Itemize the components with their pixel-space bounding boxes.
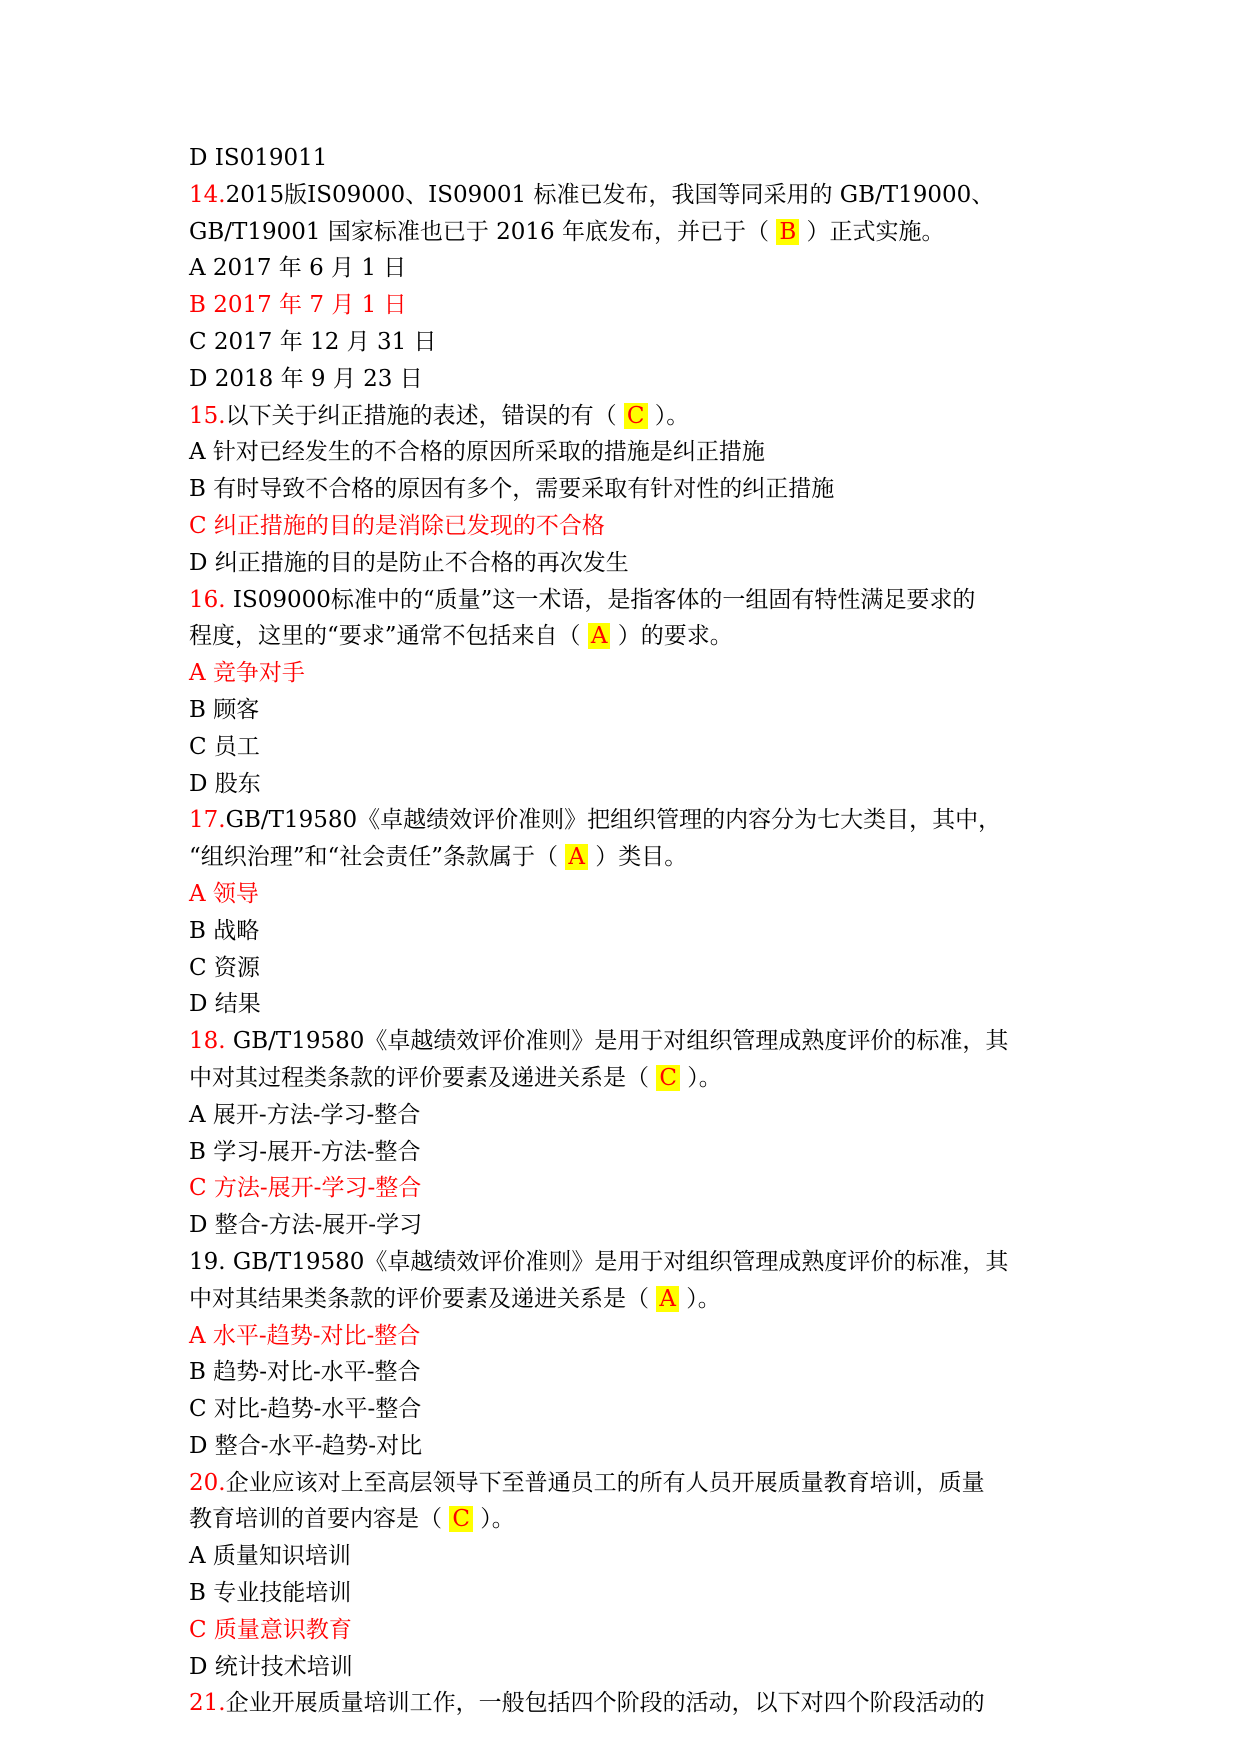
answer-highlight: B	[776, 219, 799, 245]
question-number: 15.	[189, 402, 226, 429]
question-text: 以下关于纠正措施的表述，错误的有（	[225, 402, 624, 429]
line-text: A 展开-方法-学习-整合	[189, 1101, 421, 1128]
text-line	[189, 214, 1089, 251]
question-number: 20.	[189, 1469, 226, 1496]
text-line	[189, 950, 1089, 987]
text-line	[189, 802, 1089, 839]
answer-highlight: A	[588, 623, 611, 649]
text-line	[189, 177, 1089, 214]
question-text: “组织治理”和“社会责任”条款属于（	[189, 844, 566, 871]
text-line	[189, 1575, 1089, 1612]
text-line	[189, 361, 1089, 398]
question-number: 21.	[189, 1690, 226, 1717]
line-text: D 整合-方法-展开-学习	[189, 1212, 423, 1239]
text-line	[189, 1207, 1089, 1244]
text-line	[189, 1391, 1089, 1428]
text-line	[189, 398, 1089, 435]
question-text: GB/T19580《卓越绩效评价准则》把组织管理的内容分为七大类目，其中，	[225, 807, 1002, 834]
line-text: A 针对已经发生的不合格的原因所采取的措施是纠正措施	[189, 439, 765, 466]
text-line	[189, 1612, 1089, 1649]
question-text-end: ）。	[679, 1064, 722, 1091]
question-text: 中对其过程类条款的评价要素及递进关系是（	[189, 1064, 657, 1091]
text-line	[189, 839, 1089, 876]
text-line	[189, 876, 1089, 913]
text-line	[189, 986, 1089, 1023]
line-text: B 有时导致不合格的原因有多个，需要采取有针对性的纠正措施	[189, 476, 835, 503]
answer-highlight: A	[656, 1286, 679, 1312]
line-text: D 纠正措施的目的是防止不合格的再次发生	[189, 549, 629, 576]
text-line	[189, 471, 1089, 508]
text-line	[189, 545, 1089, 582]
question-text-end: ）。	[678, 1285, 721, 1312]
question-text: GB/T19001 国家标准也已于 2016 年底发布，并已于（	[189, 218, 777, 245]
line-text: A 质量知识培训	[189, 1543, 351, 1570]
line-text: 19. GB/T19580《卓越绩效评价准则》是用于对组织管理成熟度评价的标准，其	[189, 1248, 1009, 1275]
answer-highlight: C	[656, 1065, 680, 1091]
question-number: 18.	[189, 1028, 226, 1055]
line-text: D 2018 年 9 月 23 日	[189, 365, 423, 392]
document-body	[189, 140, 1089, 1722]
line-text: B 趋势-对比-水平-整合	[189, 1359, 421, 1386]
text-line	[189, 1649, 1089, 1686]
line-text: C 对比-趋势-水平-整合	[189, 1396, 422, 1423]
text-line	[189, 324, 1089, 361]
answer-highlight: A	[565, 844, 588, 870]
question-number: 17.	[189, 807, 226, 834]
question-text-end: ）类目。	[587, 844, 688, 871]
text-line	[189, 1354, 1089, 1391]
text-line	[189, 766, 1089, 803]
text-line	[189, 1170, 1089, 1207]
correct-option-text: C 质量意识教育	[189, 1616, 352, 1643]
line-text: C 2017 年 12 月 31 日	[189, 328, 437, 355]
question-number: 14.	[189, 181, 226, 208]
question-text: 企业应该对上至高层领导下至普通员工的所有人员开展质量教育培训，质量	[225, 1469, 985, 1496]
answer-highlight: C	[624, 403, 648, 429]
line-text: D IS019011	[189, 145, 328, 171]
text-line	[189, 618, 1089, 655]
line-text: A 2017 年 6 月 1 日	[189, 255, 407, 282]
text-line	[189, 1428, 1089, 1465]
question-text-end: ）。	[472, 1506, 515, 1533]
line-text: B 战略	[189, 917, 260, 944]
correct-option-text: A 水平-趋势-对比-整合	[189, 1322, 421, 1349]
text-line	[189, 140, 1089, 177]
line-text: B 专业技能培训	[189, 1580, 352, 1607]
line-text: C 资源	[189, 954, 260, 981]
text-line	[189, 1244, 1089, 1281]
question-text: IS09000标准中的“质量”这一术语，是指客体的一组固有特性满足要求的	[225, 586, 976, 613]
question-text: 企业开展质量培训工作，一般包括四个阶段的活动，以下对四个阶段活动的	[225, 1690, 985, 1717]
text-line	[189, 1023, 1089, 1060]
question-text-end: ）正式实施。	[799, 218, 945, 245]
text-line	[189, 692, 1089, 729]
question-text-end: ）。	[647, 402, 690, 429]
question-number: 16.	[189, 586, 226, 613]
line-text: D 结果	[189, 991, 261, 1018]
text-line	[189, 655, 1089, 692]
text-line	[189, 1501, 1089, 1538]
text-line	[189, 434, 1089, 471]
text-line	[189, 913, 1089, 950]
correct-option-text: B 2017 年 7 月 1 日	[189, 292, 407, 319]
text-line	[189, 1060, 1089, 1097]
question-text: 教育培训的首要内容是（	[189, 1506, 450, 1533]
line-text: D 股东	[189, 770, 261, 797]
text-line	[189, 1097, 1089, 1134]
question-text-end: ）的要求。	[610, 623, 733, 650]
text-line	[189, 508, 1089, 545]
text-line	[189, 1134, 1089, 1171]
text-line	[189, 250, 1089, 287]
text-line	[189, 1538, 1089, 1575]
line-text: D 统计技术培训	[189, 1653, 353, 1680]
correct-option-text: A 竞争对手	[189, 660, 305, 687]
text-line	[189, 729, 1089, 766]
correct-option-text: A 领导	[189, 880, 259, 907]
correct-option-text: C 纠正措施的目的是消除已发现的不合格	[189, 512, 605, 539]
question-text: 2015版IS09000、IS09001 标准已发布，我国等同采用的 GB/T19000、	[225, 181, 995, 208]
line-text: D 整合-水平-趋势-对比	[189, 1432, 423, 1459]
line-text: C 员工	[189, 733, 260, 760]
question-text: 程度，这里的“要求”通常不包括来自（	[189, 623, 588, 650]
text-line	[189, 287, 1089, 324]
question-text: 中对其结果类条款的评价要素及递进关系是（	[189, 1285, 657, 1312]
text-line	[189, 1465, 1089, 1502]
answer-highlight: C	[449, 1506, 473, 1532]
text-line	[189, 1685, 1089, 1722]
line-text: B 学习-展开-方法-整合	[189, 1138, 421, 1165]
text-line	[189, 1281, 1089, 1318]
line-text: B 顾客	[189, 696, 260, 723]
question-text: GB/T19580《卓越绩效评价准则》是用于对组织管理成熟度评价的标准，其	[225, 1028, 1009, 1055]
text-line	[189, 1318, 1089, 1355]
text-line	[189, 582, 1089, 619]
correct-option-text: C 方法-展开-学习-整合	[189, 1175, 422, 1202]
